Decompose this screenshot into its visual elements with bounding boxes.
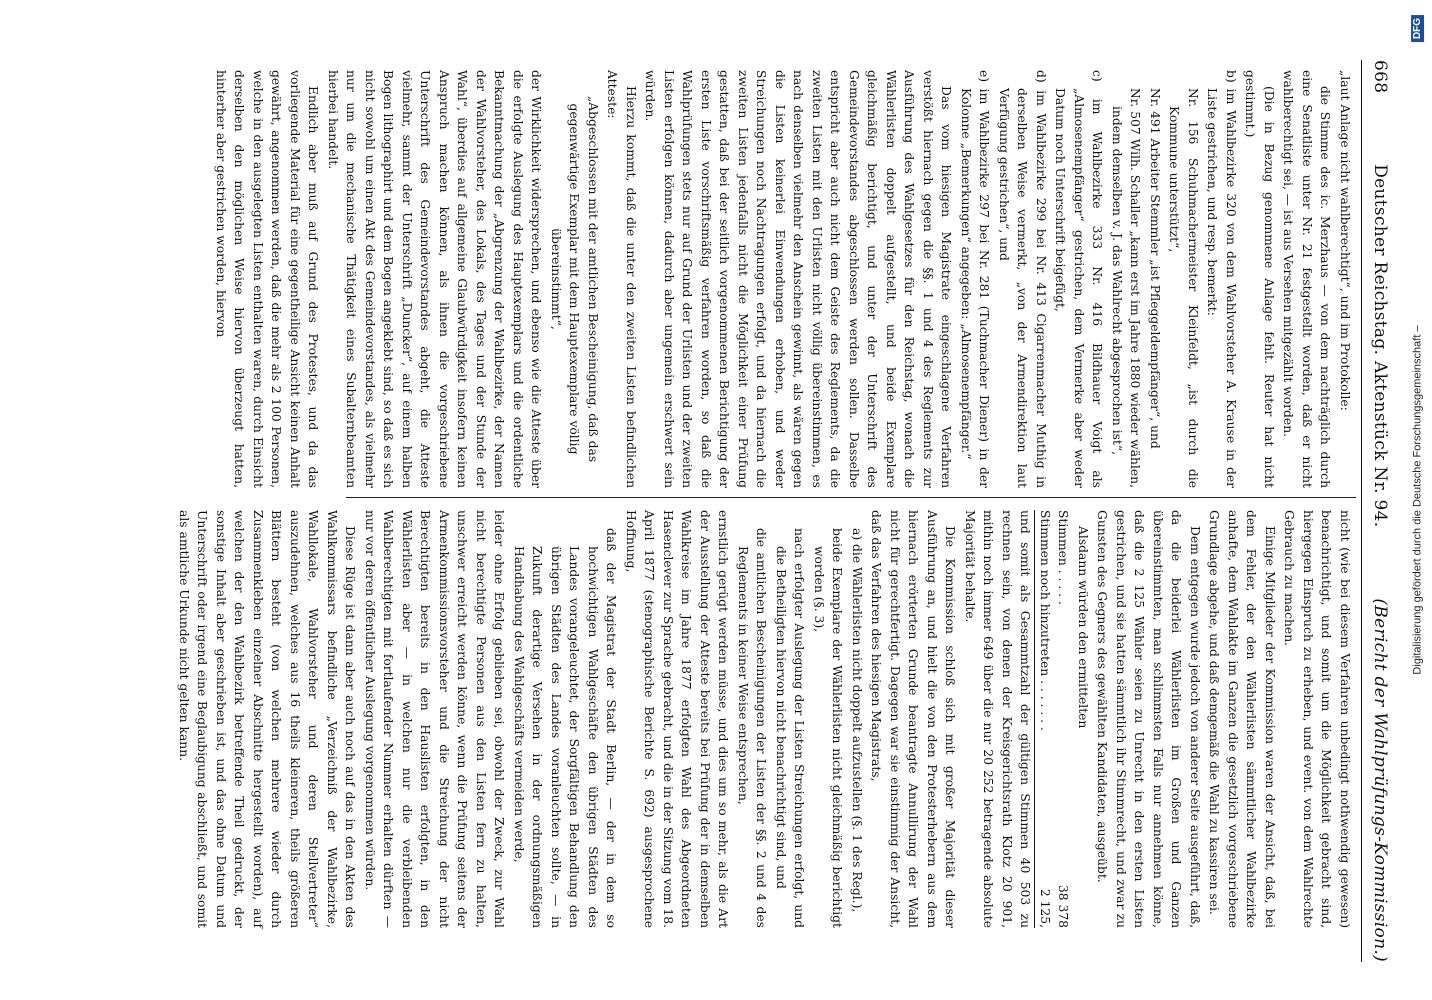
- column-divider: [346, 497, 1356, 498]
- tally-value: 38 378: [1056, 884, 1071, 928]
- right-column: [177, 510, 1354, 928]
- list-item: d) im Wahlbezirke 299 bei Nr. 413 Cigarrenmacher Muthig in derselben Weise vermerkt, „von der Armendirektion laut Verfügung gestrichen“, und: [997, 70, 1048, 488]
- paragraph: nicht (wie bei diesem Verfahren unbedingt nothwendig gewesen) benachrichtigt, und somit um die Möglichkeit gebracht sind, hiergegen Einspruch zu erheben, und event. von dem Wahlrechte Gebrauch zu machen.: [1282, 510, 1352, 928]
- list-item: die amtlichen Bescheinigungen der Listen der §§. 2 und 4 des Reglements in keiner Weise entsprechen,: [736, 528, 769, 928]
- tally-row: [1035, 510, 1055, 928]
- list-item: nach erfolgter Auslegung der Listen Streichungen erfolgt, und die Betheiligten hiervon nicht benachrichtigt sind, und: [774, 528, 807, 928]
- paragraph: die Stimme des ic. Merzhaus — von dem nachträglich durch eine Senatliste unter Nr. 21 festgestellt worden, daß er nicht wahlberechtigt sei, — ist aus Versehen mitgezählt worden.: [1281, 70, 1333, 488]
- running-title-right: (Bericht der Wahlprüfungs-Kommission.): [1370, 598, 1390, 962]
- list-item: e) im Wahlbezirke 297 bei Nr. 281 (Tuchmacher Diener) in der Kolonne „Bemerkungen“ angegeben: „Almosenempfänger.“: [959, 70, 992, 488]
- list-subitem: Nr. 507 Wilh. Schaller „kann erst im Jahre 1880 wieder wählen, indem demselben v. J. das Wahlrecht abgesprochen ist“,: [1110, 88, 1143, 488]
- paragraph: Diese Rüge ist dann aber auch noch auf das in den Akten des Wahlkommissars befindliche „Verzeichniß der Wahlbezirke, Wahllokale, Wahlvorsteher und deren Stellvertreter“ auszudehnen, welches aus 16 theils kleineren, theils größeren Blättern besteht (von welchen mehrere wieder durch Zusammenkleben einzelner Abschnitte hergestellt worden), auf welchen der den Wahlbezirk betreffende Theil gedruckt, der sonstige Inhalt aber geschrieben ist, und das ohne Datum und Unterschrift oder irgend eine Beglaubigung abschließt, und somit als amtliche Urkunde nicht gelten kann.: [177, 510, 358, 928]
- page-header: [1370, 60, 1400, 962]
- tally-intro: Alsdann würden den ermittelten: [1076, 526, 1090, 729]
- list-item: c) im Wahlbezirke 333 Nr. 416 Bildhauer Voigt als „Almosenempfänger“ gestrichen, dem Vermerke aber weder Datum noch Unterschrift beigefügt,: [1053, 70, 1105, 488]
- header-rule: [1361, 60, 1362, 962]
- paragraph: Die Kommission schloß sich mit großer Majorität dieser Ausführung an, und hielt die von den Protesterhebern aus dem hiernach erörterten Grunde beantragte Annullirung der Wahl nicht für gerechtfertigt. Dagegen war sie einstimmig der Ansicht, daß das Verfahren des hiesigen Magistrats,: [869, 510, 958, 928]
- paragraph: (Die in Bezug genommene Anlage fehlt. Reuter hat nicht gestimmt.): [1243, 70, 1276, 488]
- list-subitem: Nr. 156 Schuhmachermeister Kleinfeldt, „ist durch die Kommune unterstützt“,: [1167, 88, 1200, 488]
- list-item: beide Exemplare der Wählerlisten nicht gleichmäßig berichtigt worden (§. 3),: [812, 528, 845, 928]
- left-column: [214, 70, 1354, 488]
- paragraph: Das vom hiesigen Magistrate eingeschlagene Verfahren verstößt hiernach gegen die §§. 1 und 4 des Reglements zur Ausführung des Wahlgesetzes für den Reichstag, wonach die Wählerlisten doppelt aufgestellt, und beide Exemplare gleichmäßig berichtigt, und unter der Unterschrift des Gemeindevorstandes abgeschlossen werden sollen. Dasselbe entspricht aber auch nicht dem Geiste des Reglements, da die zweiten Listen mit den Urlisten nicht völlig übereinstimmen, es nach denselben vielmehr den Anschein gewinnt, als wären gegen die Listen keinerlei Einwendungen erhoben, und weder Streichungen noch Nachtragungen erfolgt, und da hiernach die zweiten Listen jedenfalls nicht die Möglichkeit einer Prüfung gestatten, daß bei der seitlich vorgenommenen Berichtigung der ersten Liste vorschriftsmäßig verfahren worden, so daß die Wahlprüfungen stets nur auf Grund der Urlisten und der zweiten Listen erfolgen können, dadurch aber ungemein erschwert sein würden.: [643, 70, 954, 488]
- paragraph: der Wirklichkeit widersprechen, und ebenso wie die Atteste über die erfolgte Auslegung des Hauptexemplars und die ordentliche Bekanntmachung der „Abgrenzung der Wahlbezirke, der Namen der Wahlvorsteher, des Lokals, des Tages und der Stunde der Wahl“, überdies auf allgemeine Glaubwürdigkeit insofern keinen Anspruch machen können, als ihnen die vorgeschriebene Unterschrift des Gemeindevorstandes abgeht, die Atteste vielmehr, sammt der Unterschrift „Duncker“, auf einem halben Bogen lithographirt und dem Bogen angeklebt sind, so daß es sich nicht sowohl um einen Akt des Gemeindevorstandes, als vielmehr nur um die mechanische Thätigkeit eines Subalternbeamten hierbei handelt.: [326, 70, 544, 488]
- paragraph: ernstlich gerügt werden müsse, und dies um so mehr, als die Art der Ausstellung der Atteste bereits bei Prüfung der in demselben Wahlkreise im Jahre 1877 erfolgten Wahl des Abgeordneten Hasenclever zur Sprache gebracht, und die in der Sitzung vom 18. April 1877 (stenographische Berichte S. 692) ausgesprochene Hoffnung,: [624, 510, 731, 928]
- paragraph: Dem entgegen wurde jedoch von anderer Seite ausgeführt, daß, da die beiderlei Wählerlisten im Großen und Ganzen übereinstimmten, man schlimmsten Falls nur annehmen könne, daß die 2 125 Wähler seien zu Unrecht in den ersten Listen gestrichen, und sie hatten sämmtlich ihr Stimmrecht, und zwar zu Gunsten des Gegners des gewählten Kandidaten, ausgeübt.: [1095, 510, 1202, 928]
- paragraph: Einige Mitglieder der Kommission waren der Ansicht, daß, bei dem Fehler, der den Wählerlisten sämmtlicher Wahlbezirke anhafte, dem Wahlakte im Ganzen die gesetzlich vorgeschriebene Grundlage abgehe, und daß demgemäß die Wahl zu kassiren sei.: [1207, 510, 1277, 928]
- credit-text: Digitalisierung gefördert durch die Deutsche Forschungsgemeinschaft –: [1412, 325, 1425, 675]
- quoted-hope: daß der Magistrat der Stadt Berlin, — der in dem so hochwichtigen Wahlgeschäfte den übrigen Städten des Landes vorangeleuchtet, der Sorgfältigen Behandlung den übrigen Städten des Landes voranleuchten sollte, — in Zukunft derartige Versehen in der ordnungsmäßigen Handhabung des Wahlgeschäfts vermeiden werde,: [512, 528, 619, 928]
- paragraph: „laut Anlage nicht wahlberechtigt“, und im Protokolle:: [1338, 70, 1352, 411]
- digitization-credit: [1406, 0, 1430, 1000]
- list-subitem: Nr. 491 Arbeiter Stemmler „ist Pfleggeldempfänger“, und: [1148, 88, 1162, 449]
- tally-row: [1054, 510, 1073, 928]
- paragraph: und somit als Gesammtzahl der gültigen Stimmen 40 503 zu rechnen sein, von denen der Kreisgerichtsrath Klotz 20 901, mithin noch immer 649 über die nur 20 252 betragende absolute Majorität behalte.: [963, 510, 1033, 928]
- list-item: a) die Wählerlisten nicht doppelt aufzustellen (§. 1 des Regl.),: [850, 528, 864, 913]
- tally-label: Stimmen . . . . .: [1056, 510, 1071, 605]
- paragraph: Endlich aber muß auf Grund des Protestes, und da das vorliegende Material für eine gegentheilige Ansicht keinen Anhalt gewährt, angenommen werden, daß die mehr als 2 100 Personen, welche in den ausgelegten Listen enthalten waren, durch Einsicht derselben den möglichen Weise hiervon überzeugt hatten, hinterher aber gestrichen worden, hiervon: [214, 70, 321, 488]
- running-title-left: Deutscher Reichstag. Aktenstück Nr. 94.: [1370, 164, 1390, 528]
- list-item: b) im Wahlbezirke 320 von dem Wahlvorsteher A. Krause in der Liste gestrichen, und resp. bemerkt:: [1205, 70, 1238, 488]
- dfg-logo: [1408, 10, 1428, 46]
- tally-value: 2 125,: [1038, 888, 1052, 928]
- quoted-attestation: „Abgeschlossen mit der amtlichen Bescheinigung, daß das gegenwärtige Exemplar mit dem Hauptexemplare völlig übereinstimmt“,: [549, 95, 600, 463]
- dfg-logo-text: DFG: [1412, 14, 1425, 41]
- tally-label: Stimmen noch hinzutreten . . . . . . .: [1038, 510, 1052, 731]
- paragraph: leider ohne Erfolg geblieben sei, obwohl der Zweck, zur Wahl nicht berechtigte Personen aus den Listen fern zu halten, unschwer erreicht werden könne, wenn die Prüfung seitens der Armenkommissionsvorsteher und die Streichung der nicht Berechtigten bereits in den Hauslisten erfolgten, in den Wählerlisten aber — in welchen nur die verbleibenden Wahlberechtigten mit fortlaufender Nummer erhalten dürften — nur vor deren öffentlicher Auslegung vorgenommen würden.: [363, 510, 507, 928]
- paragraph: Hierzu kommt, daß die unter den zweiten Listen befindlichen Atteste:: [605, 70, 638, 488]
- page-number: 668: [1370, 60, 1390, 94]
